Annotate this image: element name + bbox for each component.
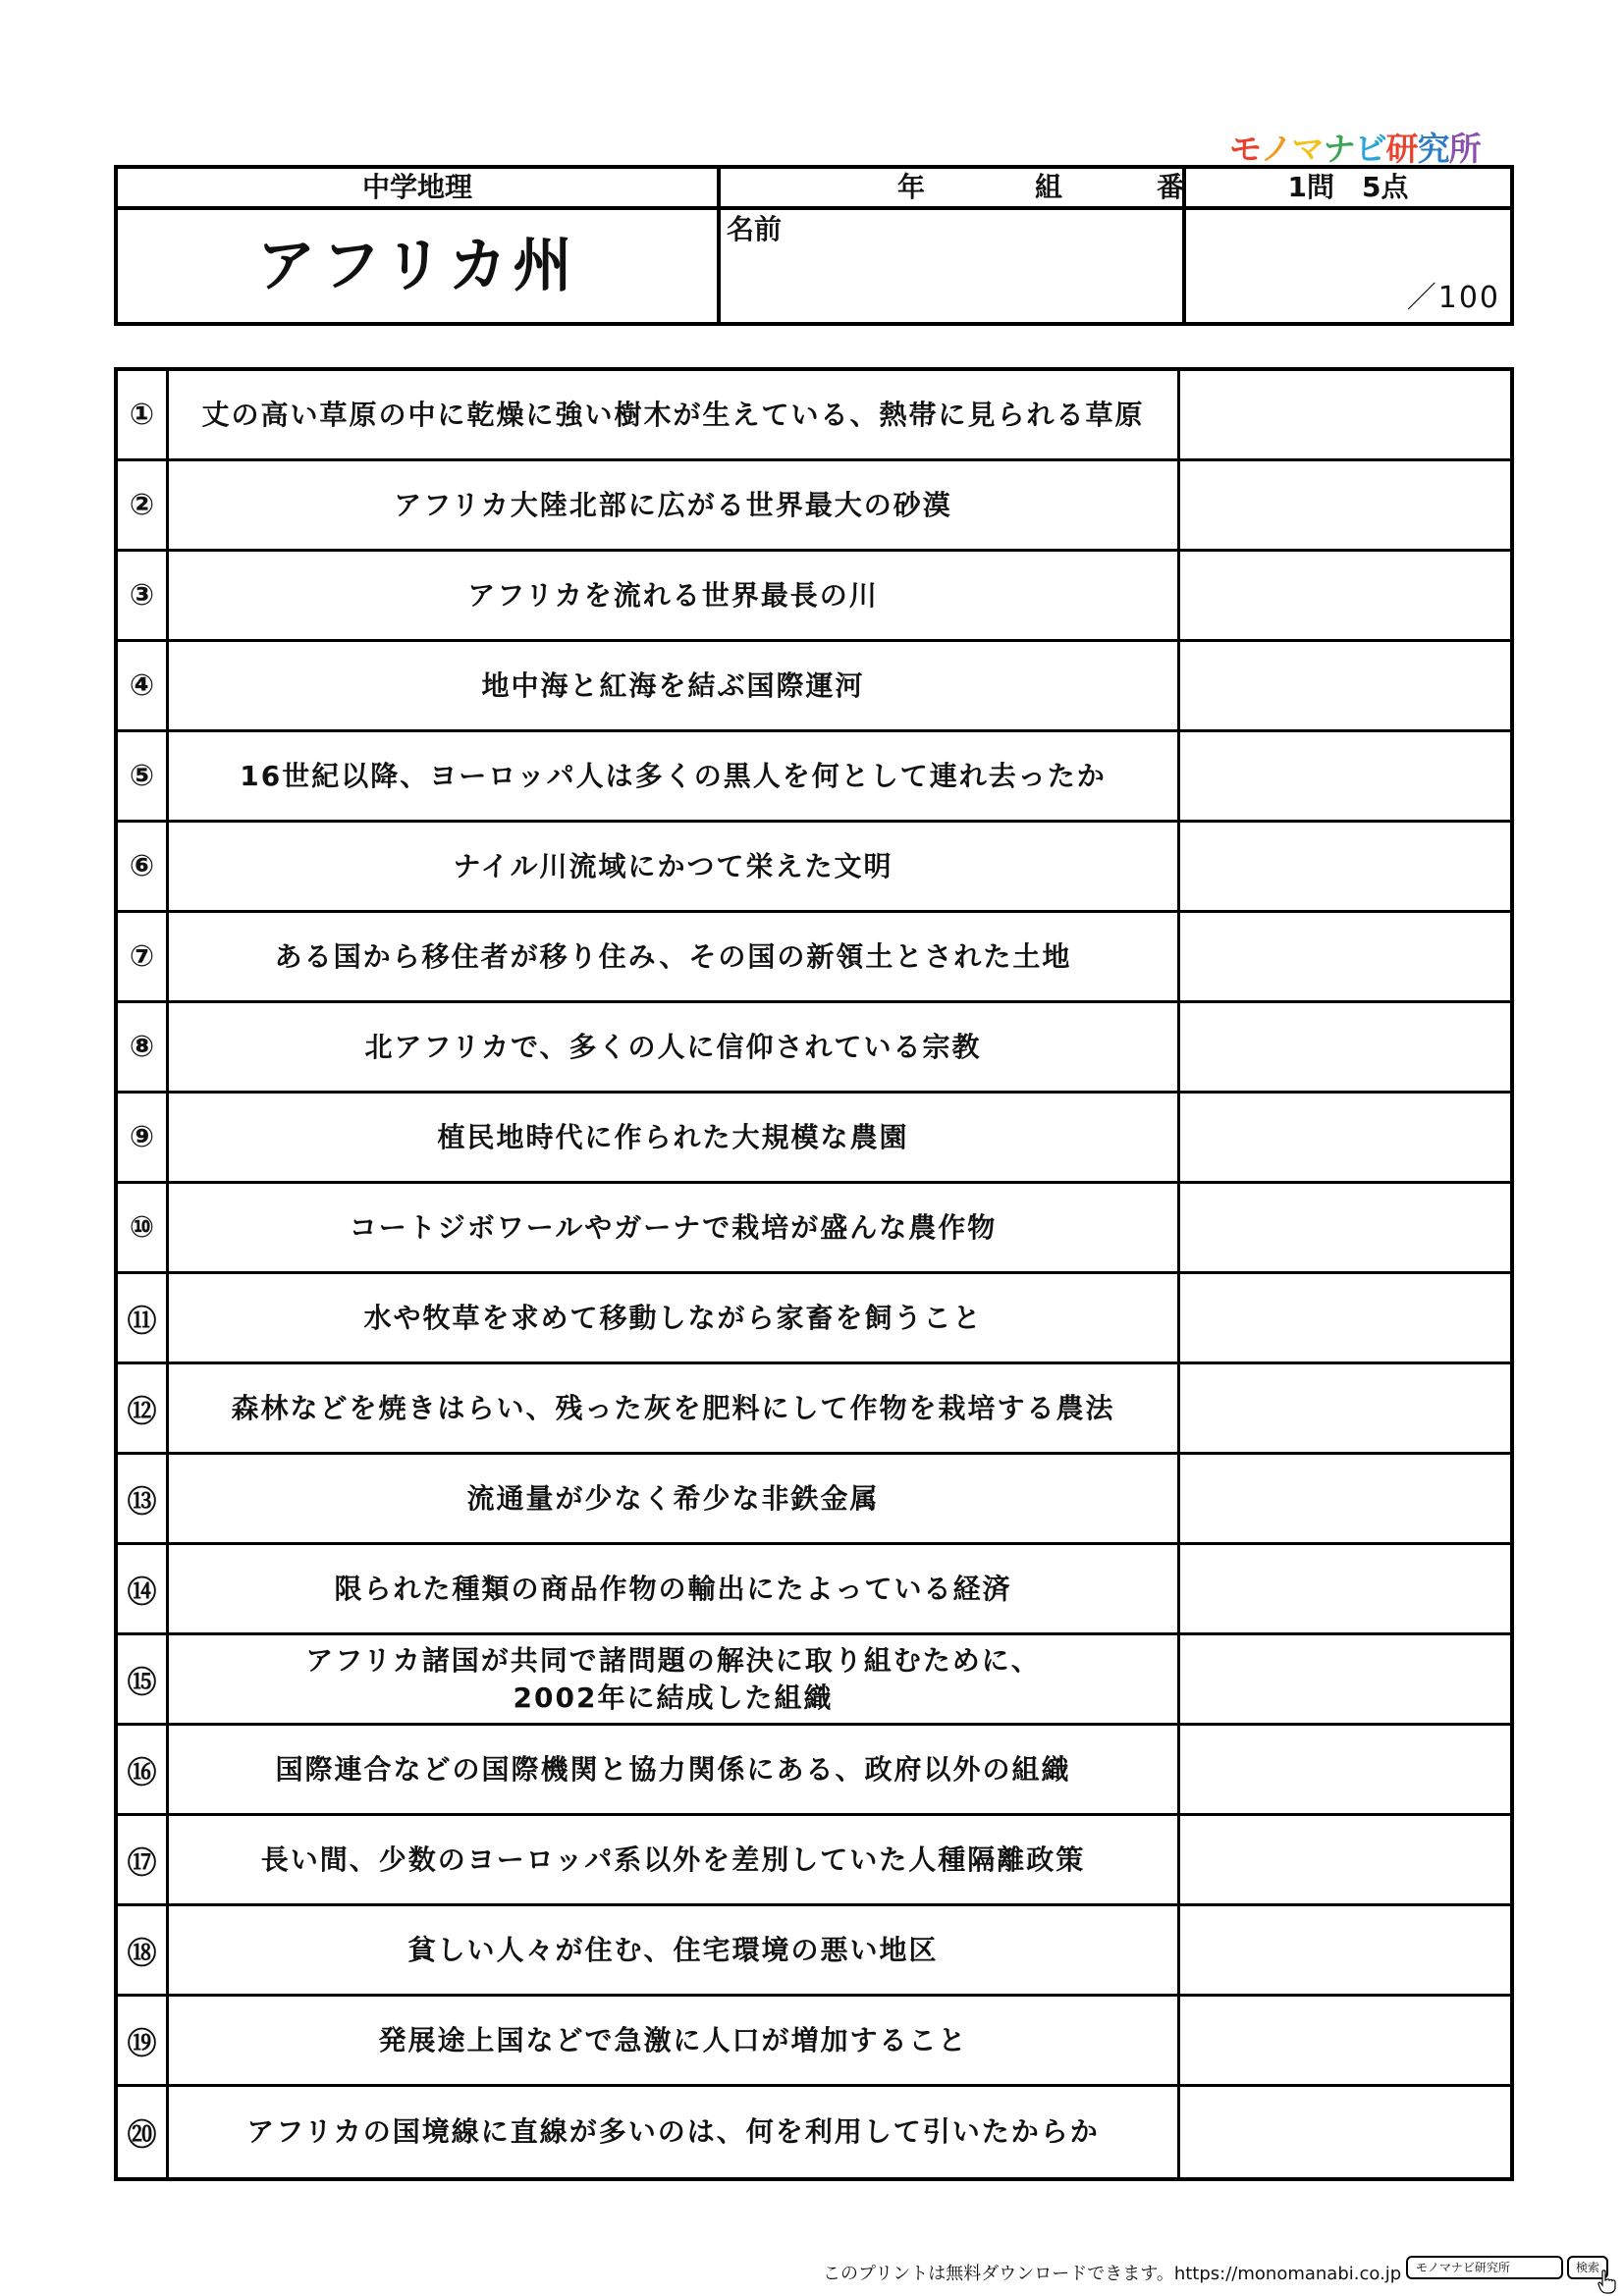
question-text: 丈の高い草原の中に乾燥に強い樹木が生えている、熱帯に見られる草原	[169, 371, 1180, 458]
question-number: ⑦	[118, 913, 169, 1000]
question-text: アフリカ大陸北部に広がる世界最大の砂漠	[169, 461, 1180, 549]
question-number: ⑫	[118, 1364, 169, 1452]
logo-char: 究	[1417, 130, 1449, 168]
question-text: 限られた種類の商品作物の輸出にたよっている経済	[169, 1545, 1180, 1632]
points-per-question: 1問 5点	[1287, 171, 1409, 203]
question-text: 長い間、少数のヨーロッパ系以外を差別していた人種隔離政策	[169, 1816, 1180, 1903]
question-row	[118, 1726, 1510, 1816]
worksheet-header	[114, 165, 1514, 326]
question-text: 国際連合などの国際機関と協力関係にある、政府以外の組織	[169, 1726, 1180, 1813]
name-label: 名前	[727, 213, 783, 245]
question-row	[118, 1094, 1510, 1184]
question-row	[118, 1635, 1510, 1726]
question-text: 貧しい人々が住む、住宅環境の悪い地区	[169, 1906, 1180, 1994]
logo-char: ノ	[1260, 130, 1292, 168]
logo-char: ナ	[1323, 130, 1355, 168]
logo-char: マ	[1291, 130, 1324, 168]
question-row	[118, 642, 1510, 732]
subject-label: 中学地理	[361, 171, 472, 203]
question-row	[118, 823, 1510, 913]
question-number: ⑩	[118, 1184, 169, 1271]
answer-field[interactable]	[1180, 732, 1510, 820]
question-row	[118, 1997, 1510, 2087]
question-row	[118, 1545, 1510, 1635]
question-row	[118, 1274, 1510, 1364]
year-label: 年	[897, 171, 926, 203]
score-total: ／100	[1406, 281, 1500, 315]
brand-logo	[1229, 124, 1481, 170]
question-row	[118, 732, 1510, 823]
question-text: 水や牧草を求めて移動しながら家畜を飼うこと	[169, 1274, 1180, 1362]
answer-field[interactable]	[1180, 1455, 1510, 1542]
question-row	[118, 2087, 1510, 2177]
question-text: コートジボワールやガーナで栽培が盛んな農作物	[169, 1184, 1180, 1271]
answer-field[interactable]	[1180, 552, 1510, 639]
question-number: ⑯	[118, 1726, 169, 1813]
question-row	[118, 1816, 1510, 1906]
question-number: ⑨	[118, 1094, 169, 1181]
answer-field[interactable]	[1180, 1906, 1510, 1994]
answer-field[interactable]	[1180, 1997, 1510, 2084]
answer-field[interactable]	[1180, 1003, 1510, 1091]
search-input[interactable]: モノマナビ研究所	[1406, 2256, 1563, 2279]
question-text: アフリカを流れる世界最長の川	[169, 552, 1180, 639]
question-row	[118, 552, 1510, 642]
question-row	[118, 371, 1510, 461]
answer-field[interactable]	[1180, 1726, 1510, 1813]
question-text: アフリカ諸国が共同で諸問題の解決に取り組むために、 2002年に結成した組織	[169, 1635, 1180, 1723]
answer-field[interactable]	[1180, 642, 1510, 729]
answer-field[interactable]	[1180, 823, 1510, 910]
answer-field[interactable]	[1180, 1816, 1510, 1903]
answer-field[interactable]	[1180, 461, 1510, 549]
footer-note: このプリントは無料ダウンロードできます。https://monomanabi.co.jp	[823, 2264, 1402, 2284]
logo-char: 研	[1385, 130, 1418, 168]
question-text: アフリカの国境線に直線が多いのは、何を利用して引いたからか	[169, 2087, 1180, 2177]
question-text: ナイル川流域にかつて栄えた文明	[169, 823, 1180, 910]
question-text: ある国から移住者が移り住み、その国の新領土とされた土地	[169, 913, 1180, 1000]
question-text: 発展途上国などで急激に人口が増加すること	[169, 1997, 1180, 2084]
question-text: 16世紀以降、ヨーロッパ人は多くの黒人を何として連れ去ったか	[169, 732, 1180, 820]
question-number: ①	[118, 371, 169, 458]
question-row	[118, 1906, 1510, 1997]
number-label: 番	[1157, 171, 1185, 203]
question-row	[118, 1184, 1510, 1274]
name-field[interactable]	[721, 210, 1182, 322]
question-number: ⑥	[118, 823, 169, 910]
answer-field[interactable]	[1180, 1635, 1510, 1723]
page-title: アフリカ州	[256, 232, 578, 300]
pointer-hand-icon	[1597, 2269, 1618, 2295]
logo-char: 所	[1448, 130, 1481, 168]
logo-char: モ	[1229, 130, 1261, 168]
question-number: ②	[118, 461, 169, 549]
question-number: ⑳	[118, 2087, 169, 2177]
search-button[interactable]: 検索	[1567, 2256, 1608, 2279]
question-number: ⑬	[118, 1455, 169, 1542]
question-number: ⑰	[118, 1816, 169, 1903]
answer-field[interactable]	[1180, 1094, 1510, 1181]
class-label: 組	[1035, 171, 1063, 203]
answer-field[interactable]	[1180, 371, 1510, 458]
answer-field[interactable]	[1180, 1274, 1510, 1362]
question-number: ⑭	[118, 1545, 169, 1632]
question-row	[118, 913, 1510, 1003]
question-text: 北アフリカで、多くの人に信仰されている宗教	[169, 1003, 1180, 1091]
question-number: ⑱	[118, 1906, 169, 1994]
question-text: 流通量が少なく希少な非鉄金属	[169, 1455, 1180, 1542]
answer-field[interactable]	[1180, 1364, 1510, 1452]
logo-char: ビ	[1354, 130, 1386, 168]
class-info	[721, 169, 1185, 206]
question-row	[118, 461, 1510, 552]
question-row	[118, 1003, 1510, 1094]
question-text: 地中海と紅海を結ぶ国際運河	[169, 642, 1180, 729]
question-row	[118, 1455, 1510, 1545]
question-number: ⑲	[118, 1997, 169, 2084]
question-text: 森林などを焼きはらい、残った灰を肥料にして作物を栽培する農法	[169, 1364, 1180, 1452]
question-number: ⑧	[118, 1003, 169, 1091]
question-table	[114, 367, 1514, 2181]
answer-field[interactable]	[1180, 1184, 1510, 1271]
question-number: ⑪	[118, 1274, 169, 1362]
question-number: ⑤	[118, 732, 169, 820]
question-number: ④	[118, 642, 169, 729]
question-number: ⑮	[118, 1635, 169, 1723]
answer-field[interactable]	[1180, 1545, 1510, 1632]
question-row	[118, 1364, 1510, 1455]
question-text: 植民地時代に作られた大規模な農園	[169, 1094, 1180, 1181]
answer-field[interactable]	[1180, 913, 1510, 1000]
question-number: ③	[118, 552, 169, 639]
answer-field[interactable]	[1180, 2087, 1510, 2177]
